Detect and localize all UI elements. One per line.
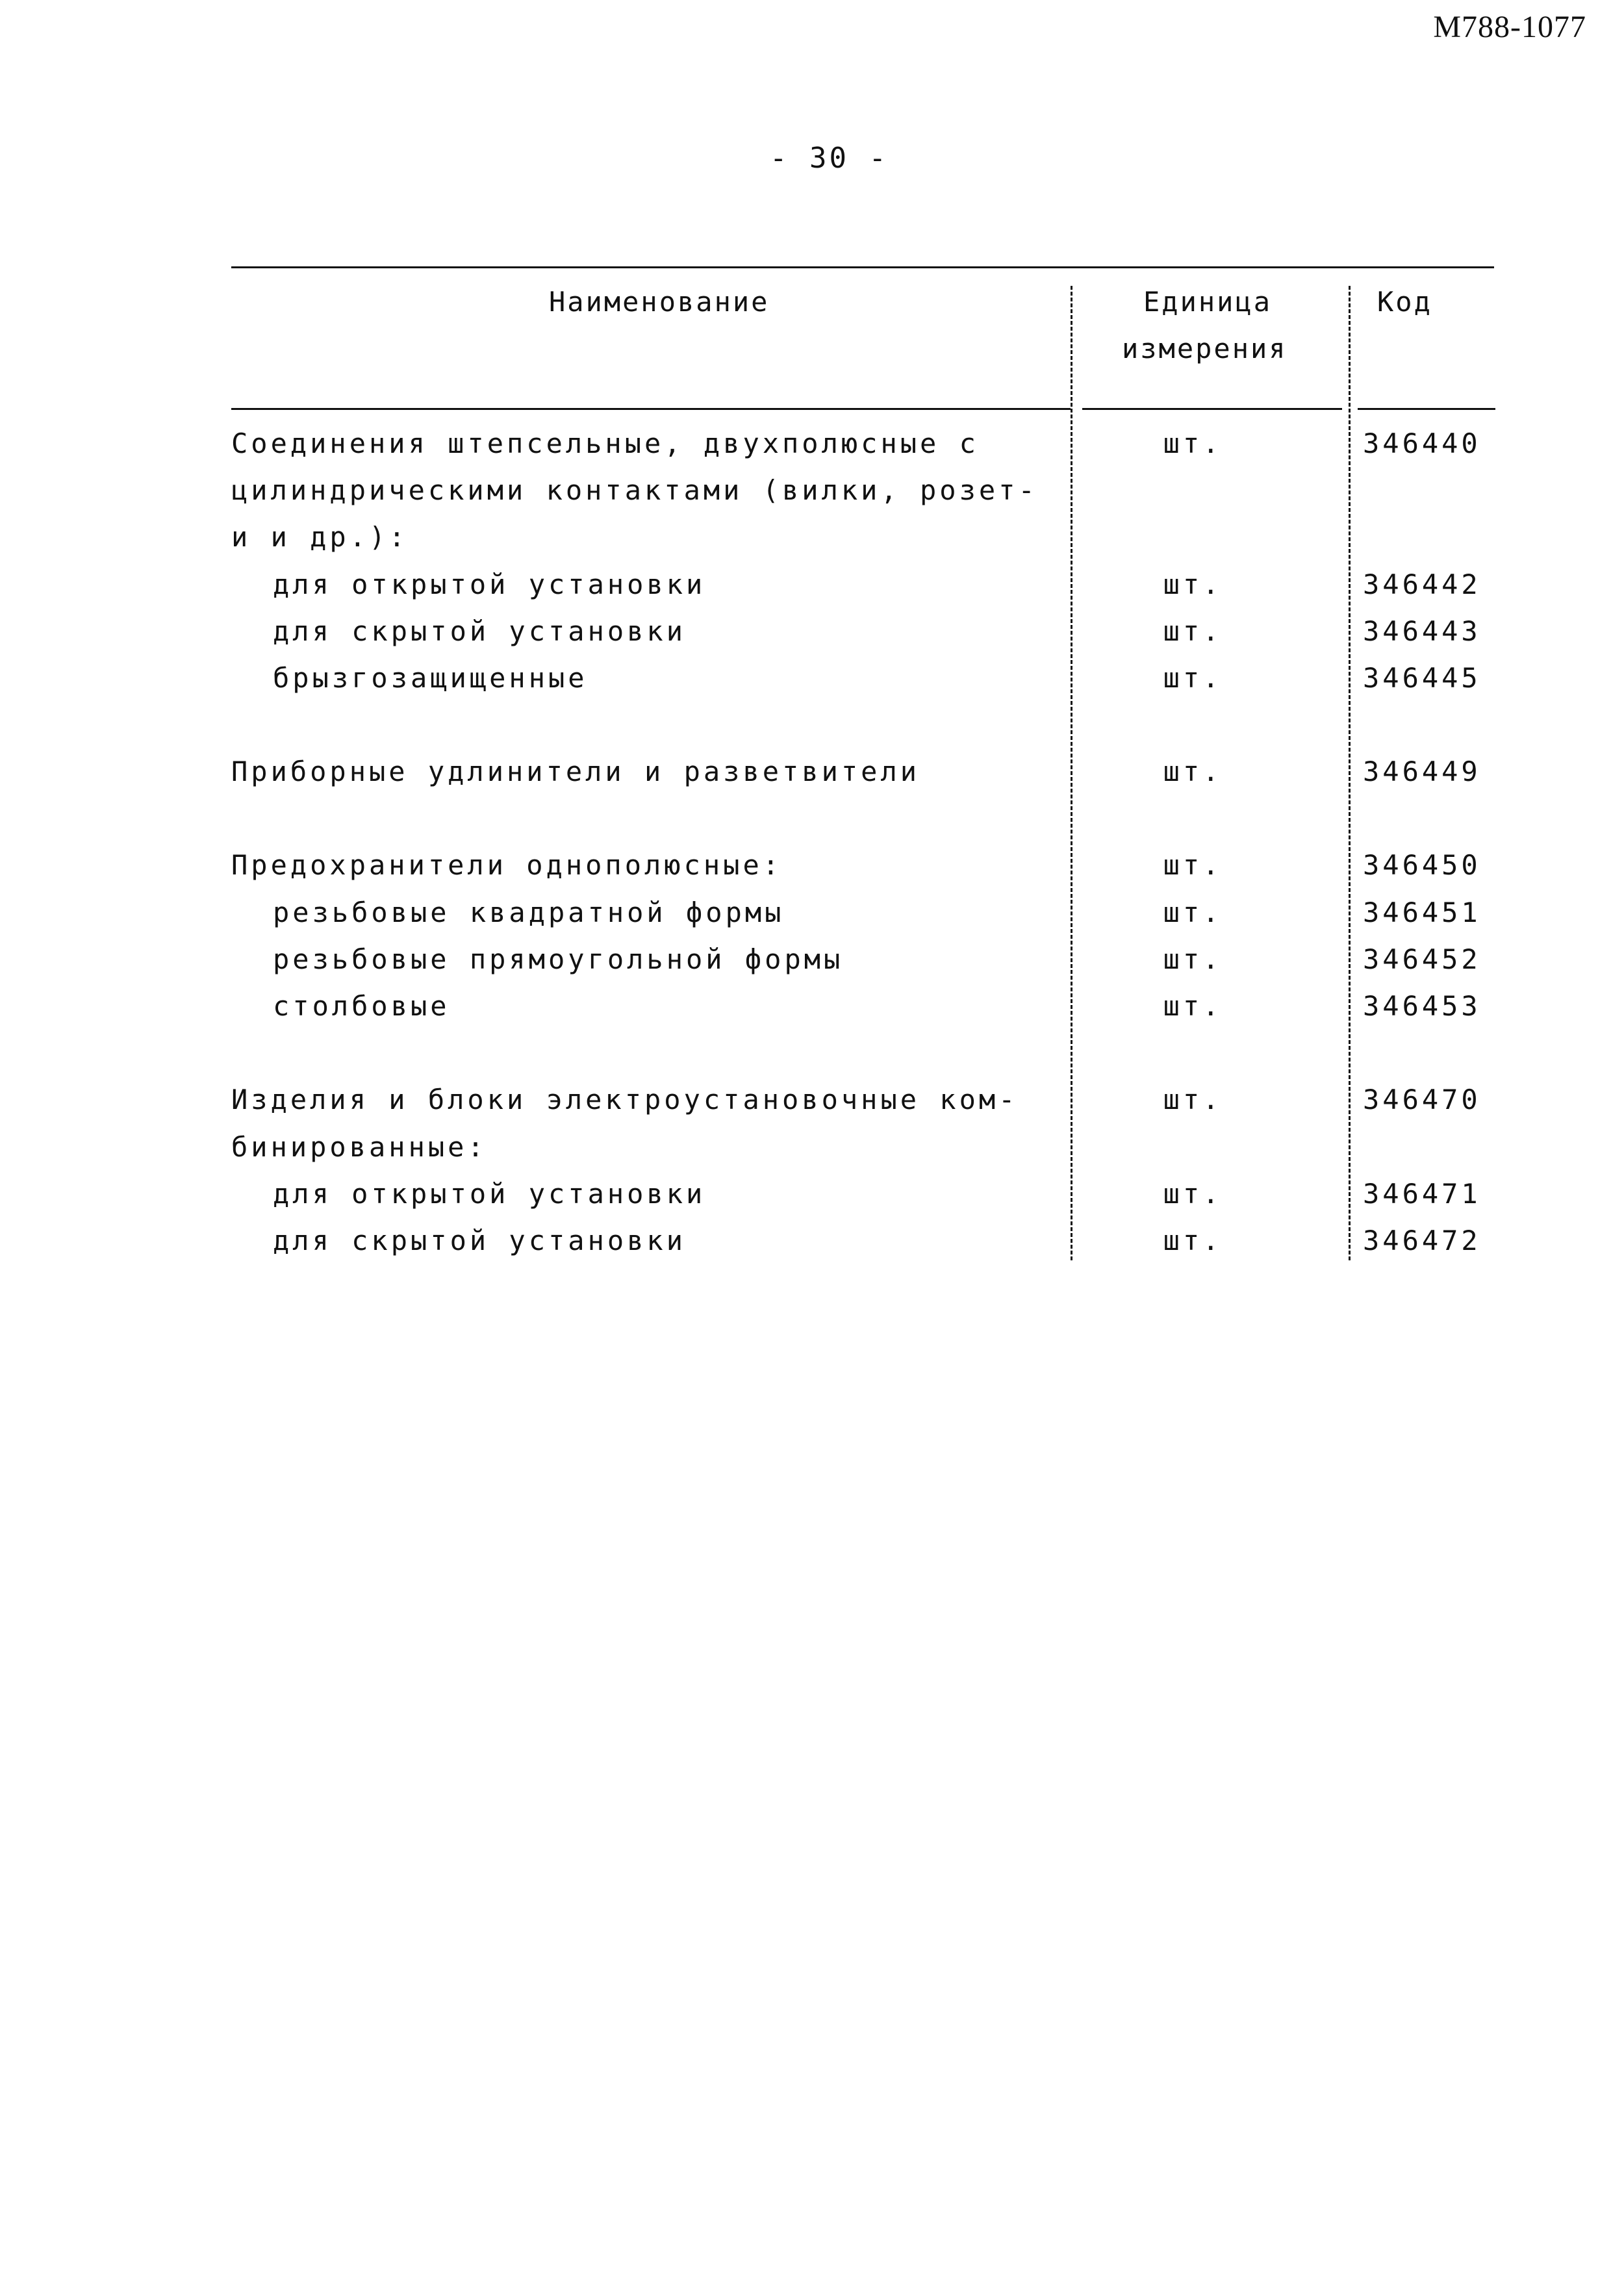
row-unit-text: шт. — [1163, 1084, 1223, 1115]
row-code: 346450 — [1363, 849, 1481, 881]
row-name: Предохранители однополюсные: — [231, 849, 783, 881]
row-code: 346442 — [1363, 568, 1481, 600]
row-unit-text: шт. — [1163, 943, 1223, 975]
column-separator-unit-code — [1349, 286, 1351, 1260]
row-code: 346452 — [1363, 943, 1481, 975]
row-name: для скрытой установки — [273, 615, 687, 647]
row-name: Соединения штепсельные, двухполюсные с — [231, 427, 979, 459]
row-name: для открытой установки — [273, 568, 706, 600]
column-header-unit-line2: измерения — [1122, 333, 1288, 364]
row-unit-text: шт. — [1163, 990, 1223, 1022]
header-bottom-rule-unit — [1082, 408, 1342, 410]
header-bottom-rule-code — [1358, 408, 1495, 410]
row-unit-text: шт. — [1163, 756, 1223, 787]
row-code: 346451 — [1363, 897, 1481, 928]
row-name: для открытой установки — [273, 1178, 706, 1210]
row-name: и и др.): — [231, 521, 409, 553]
row-unit-text: шт. — [1163, 662, 1223, 694]
row-name: брызгозащищенные — [273, 662, 588, 694]
row-unit-text: шт. — [1163, 568, 1223, 600]
column-header-unit-line1: Единица — [1143, 286, 1273, 318]
row-unit-text: шт. — [1163, 615, 1223, 647]
row-name: столбовые — [273, 990, 450, 1022]
row-code: 346443 — [1363, 615, 1481, 647]
column-header-code: Код — [1377, 286, 1432, 318]
row-code: 346445 — [1363, 662, 1481, 694]
row-unit-text: шт. — [1163, 897, 1223, 928]
row-unit-text: шт. — [1163, 1225, 1223, 1256]
row-code: 346453 — [1363, 990, 1481, 1022]
row-code: 346449 — [1363, 756, 1481, 787]
row-code: 346470 — [1363, 1084, 1481, 1115]
row-code: 346471 — [1363, 1178, 1481, 1210]
column-separator-name-unit — [1071, 286, 1072, 1260]
table-top-rule — [231, 266, 1494, 268]
column-header-name: Наименование — [549, 286, 770, 318]
row-name: Изделия и блоки электроустановочные ком- — [231, 1084, 1019, 1115]
row-name: для скрытой установки — [273, 1225, 687, 1256]
row-code: 346440 — [1363, 427, 1481, 459]
row-name: Приборные удлинители и разветвители — [231, 756, 920, 787]
row-name: цилиндрическими контактами (вилки, розет- — [231, 474, 1038, 506]
row-name: резьбовые прямоугольной формы — [273, 943, 844, 975]
row-name: бинированные: — [231, 1131, 487, 1163]
document-code: М788-1077 — [1433, 10, 1586, 44]
row-unit-text: шт. — [1163, 849, 1223, 881]
row-name: резьбовые квадратной формы — [273, 897, 785, 928]
header-bottom-rule-name — [231, 408, 1071, 410]
row-unit-text: шт. — [1163, 1178, 1223, 1210]
page-number: - 30 - — [770, 142, 889, 175]
row-code: 346472 — [1363, 1225, 1481, 1256]
row-unit-text: шт. — [1163, 427, 1223, 459]
